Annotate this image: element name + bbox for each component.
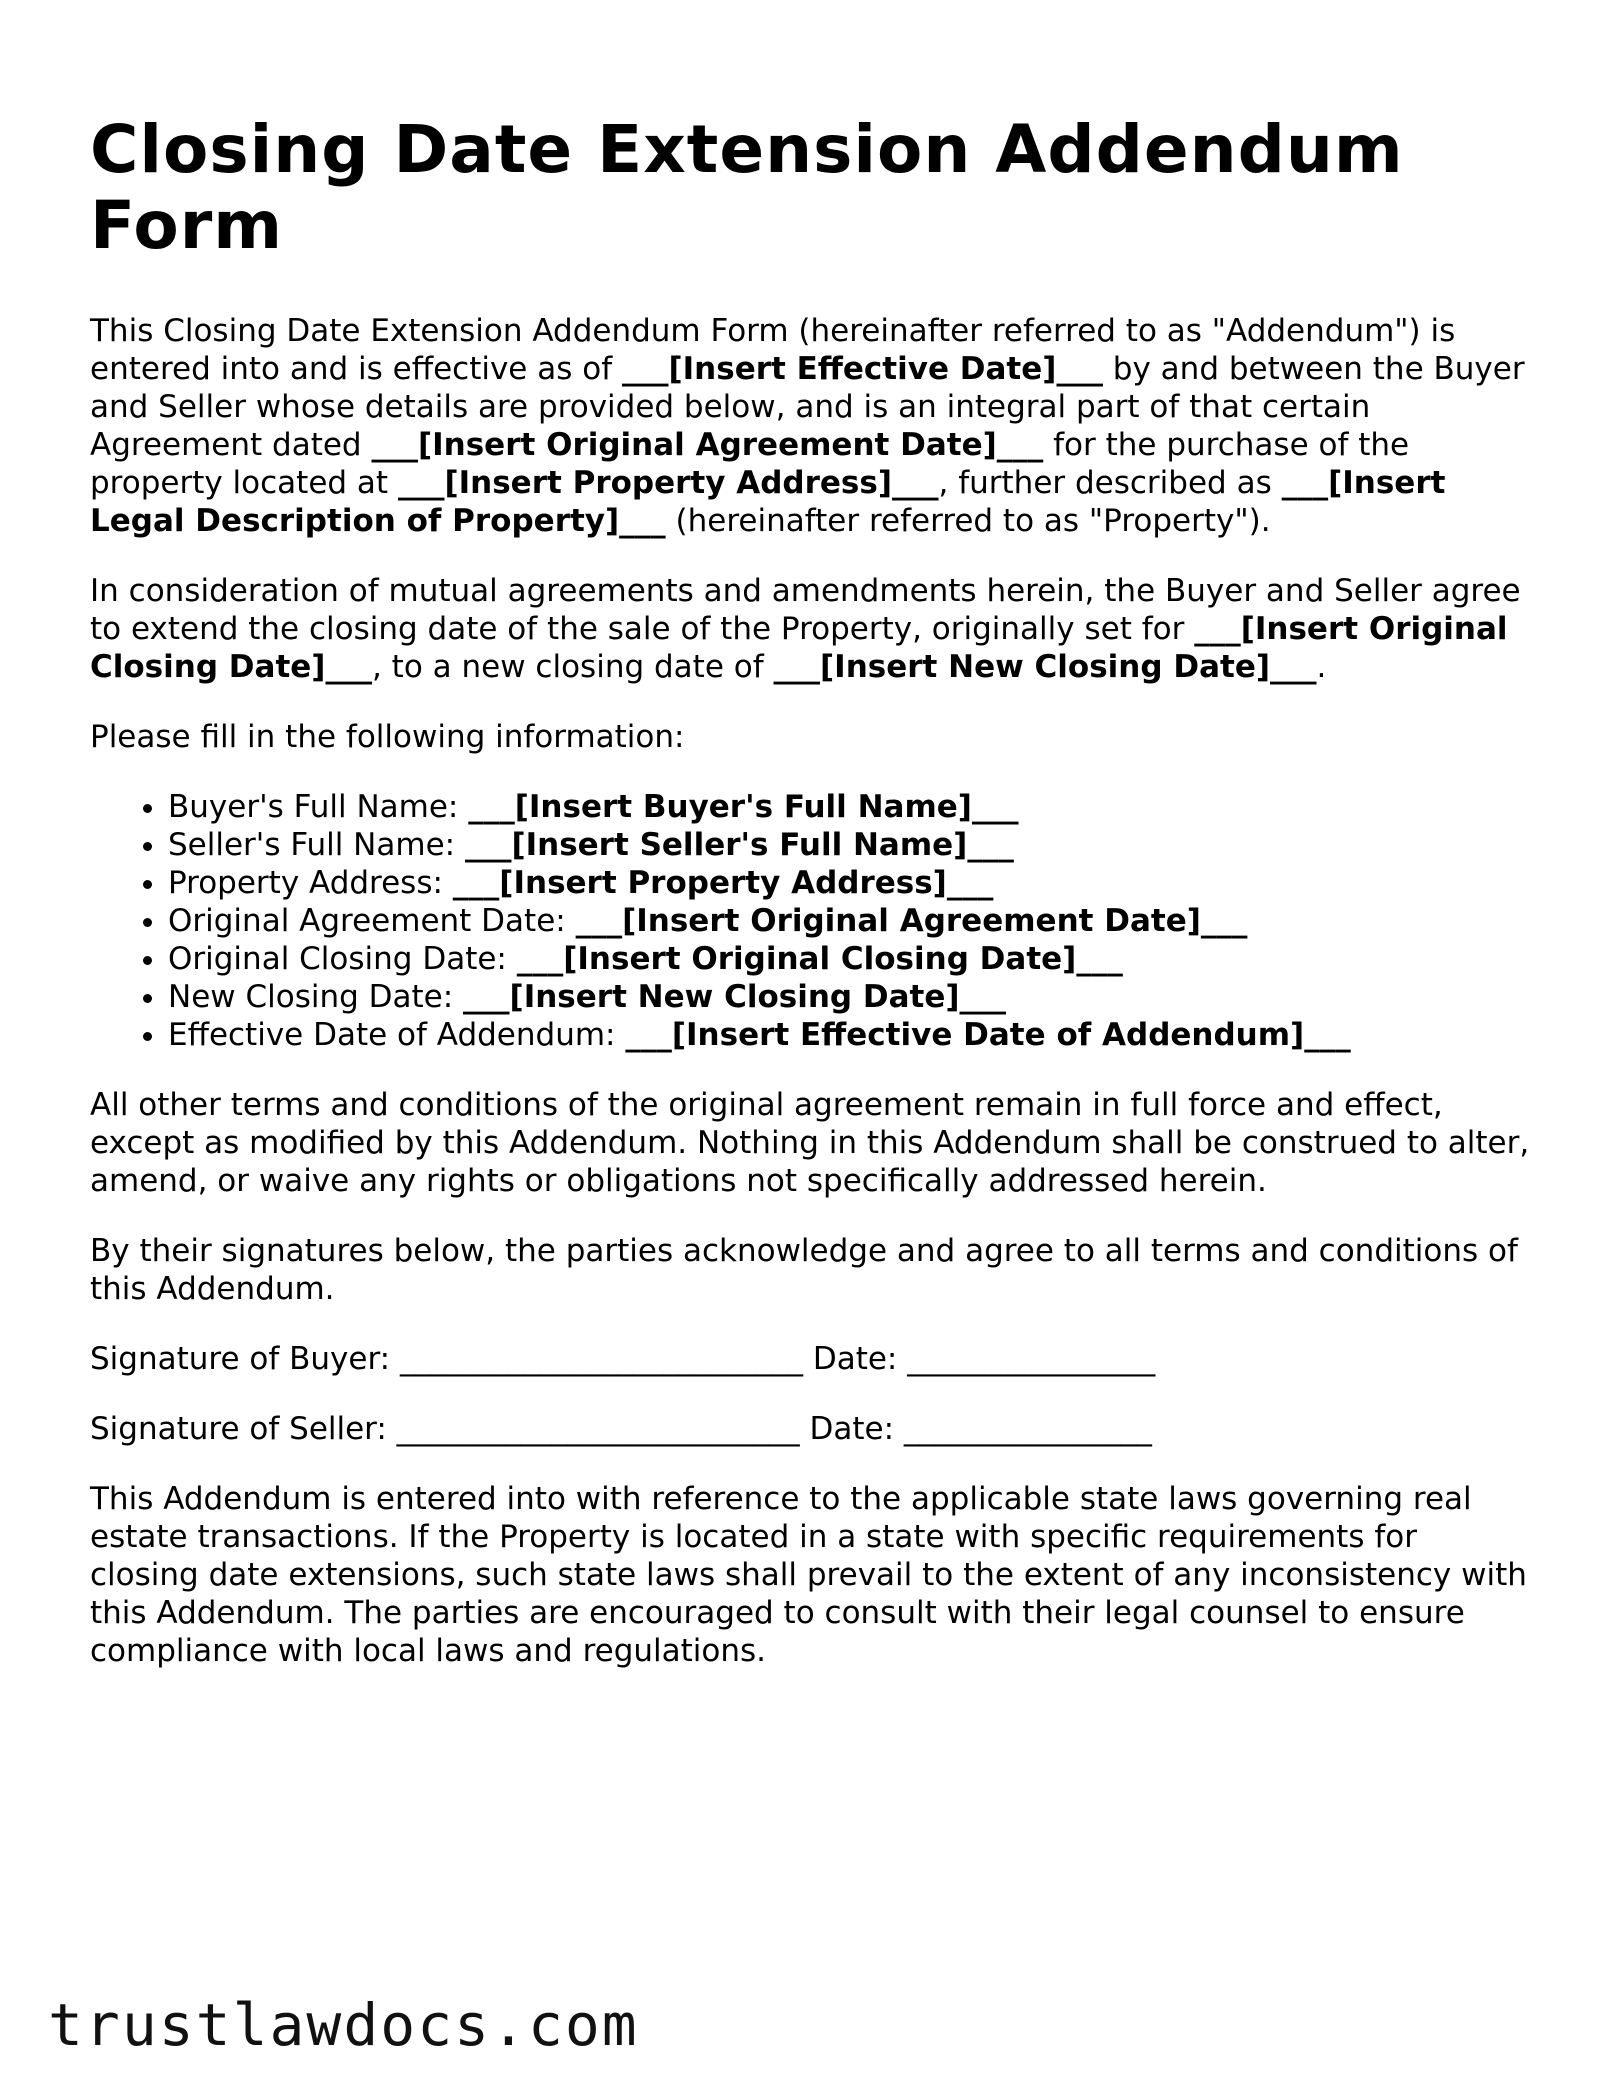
state-laws-paragraph: This Addendum is entered into with reference to the applicable state laws governing real estate transactions. If the Property is located in a state with specific requirements for closing date extensions, such state laws shall prevail to the extent of any inconsistency with this Addendum. The parties are encouraged to consult with their legal counsel to ensure compliance with local laws and regulations. bbox=[90, 1481, 1527, 1669]
intro-text-5: (hereinafter referred to as "Property"). bbox=[665, 503, 1271, 539]
consideration-text-3: . bbox=[1316, 649, 1327, 685]
list-item bbox=[168, 864, 1530, 902]
intro-text-1: This Closing Date Extension Addendum Form (hereinafter referred to as "Addendum") is entered into and is effective as of bbox=[90, 313, 1456, 387]
intro-text-2: by and between the Buyer and Seller whose details are provided below, and is an integral part of that certain Agreement dated bbox=[90, 351, 1525, 463]
list-item bbox=[168, 788, 1530, 826]
field-value: ___[Insert Original Closing Date]___ bbox=[516, 941, 1123, 977]
field-value: ___[Insert Effective Date of Addendum]___ bbox=[625, 1017, 1351, 1053]
other-terms-paragraph: All other terms and conditions of the original agreement remain in full force and effect, except as modified by this Addendum. Nothing in this Addendum shall be construed to alter, amend, or waive any rights or obligations not specifically addressed herein. bbox=[90, 1087, 1530, 1199]
list-item bbox=[168, 1016, 1530, 1054]
field-label: Effective Date of Addendum: bbox=[168, 1017, 626, 1053]
new-closing-date-placeholder: ___[Insert New Closing Date]___ bbox=[773, 649, 1317, 685]
field-value: ___[Insert Seller's Full Name]___ bbox=[464, 827, 1014, 863]
consideration-paragraph bbox=[90, 572, 1530, 686]
effective-date-placeholder: ___[Insert Effective Date]___ bbox=[621, 351, 1103, 387]
consideration-text-1: In consideration of mutual agreements and amendments herein, the Buyer and Seller agree to extend the closing date of the sale of the Property, originally set for bbox=[90, 573, 1521, 647]
intro-paragraph bbox=[90, 312, 1530, 540]
legal-description-placeholder: ___[Insert Legal Description of Property]___ bbox=[90, 465, 1446, 539]
list-item bbox=[168, 940, 1530, 978]
field-label: Seller's Full Name: bbox=[168, 827, 465, 863]
intro-text-3: for the purchase of the property located at bbox=[90, 427, 1410, 501]
fields-list bbox=[90, 788, 1530, 1054]
original-agreement-date-placeholder: ___[Insert Original Agreement Date]___ bbox=[371, 427, 1044, 463]
field-value: ___[Insert New Closing Date]___ bbox=[463, 979, 1007, 1015]
field-label: Property Address: bbox=[168, 865, 453, 901]
field-value: ___[Insert Property Address]___ bbox=[452, 865, 994, 901]
field-value: ___[Insert Original Agreement Date]___ bbox=[575, 903, 1248, 939]
field-label: New Closing Date: bbox=[168, 979, 464, 1015]
field-label: Original Closing Date: bbox=[168, 941, 517, 977]
acknowledgment-paragraph: By their signatures below, the parties acknowledge and agree to all terms and conditions of this Addendum. bbox=[90, 1233, 1518, 1307]
list-item bbox=[168, 978, 1530, 1016]
consideration-text-2: , to a new closing date of bbox=[371, 649, 774, 685]
field-label: Buyer's Full Name: bbox=[168, 789, 469, 825]
property-address-placeholder: ___[Insert Property Address]___ bbox=[397, 465, 939, 501]
field-label: Original Agreement Date: bbox=[168, 903, 576, 939]
footer-watermark: trustlawdocs.com bbox=[48, 1991, 639, 2059]
seller-signature-line: Signature of Seller: __________________________ Date: ________________ bbox=[90, 1411, 1152, 1447]
page-title: Closing Date Extension Addendum Form bbox=[90, 111, 1404, 264]
list-item bbox=[168, 902, 1530, 940]
buyer-signature-line: Signature of Buyer: __________________________ Date: ________________ bbox=[90, 1341, 1156, 1377]
field-value: ___[Insert Buyer's Full Name]___ bbox=[468, 789, 1019, 825]
document-page bbox=[90, 112, 1530, 1702]
intro-text-4: , further described as bbox=[938, 465, 1282, 501]
list-item bbox=[168, 826, 1530, 864]
fill-instruction: Please fill in the following information: bbox=[90, 719, 685, 755]
original-closing-date-placeholder: ___[Insert Original Closing Date]___ bbox=[90, 611, 1508, 685]
